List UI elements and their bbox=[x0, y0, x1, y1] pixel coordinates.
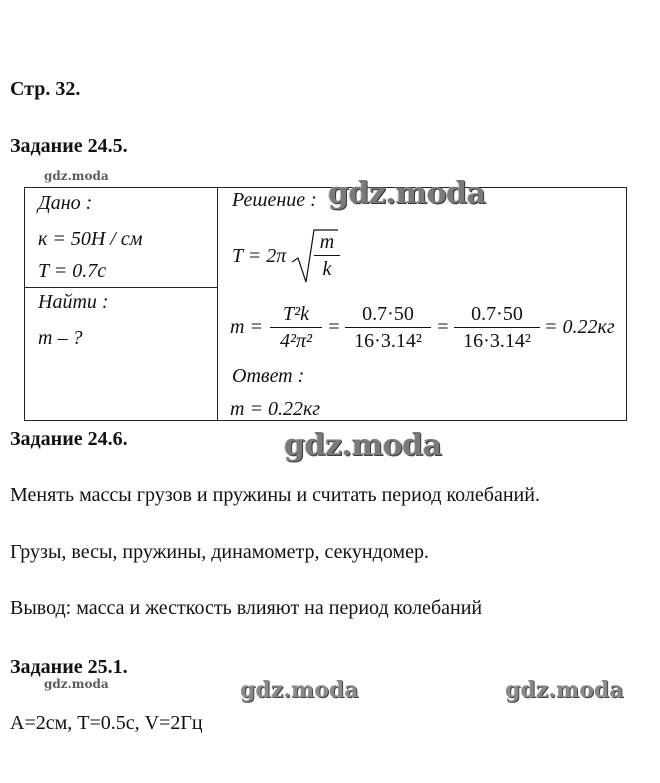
find-label: Найти : bbox=[38, 291, 109, 313]
task-24-6-line-1: Менять массы грузов и пружины и считать период колебаний. bbox=[10, 484, 540, 506]
table-divider-horizontal bbox=[24, 287, 218, 288]
given-k: к = 50Н / см bbox=[38, 228, 143, 250]
watermark-small: gdz.moda bbox=[44, 677, 109, 691]
fraction-1-denominator: 4²π² bbox=[279, 330, 312, 352]
given-label: Дано : bbox=[38, 192, 93, 214]
table-divider-vertical bbox=[217, 187, 218, 421]
fraction-2-denominator: 16·3.14² bbox=[354, 330, 422, 352]
equals-2: = bbox=[436, 316, 450, 338]
sqrt-numerator: m bbox=[319, 231, 335, 253]
sqrt-denominator: k bbox=[322, 258, 332, 280]
m-equals: m = bbox=[230, 316, 263, 338]
fraction-3 bbox=[454, 302, 540, 353]
fraction-2-numerator: 0.7·50 bbox=[362, 303, 414, 325]
given-T: T = 0.7с bbox=[38, 260, 107, 282]
fraction-2 bbox=[345, 302, 431, 353]
fraction-3-denominator: 16·3.14² bbox=[463, 330, 531, 352]
fraction-1 bbox=[270, 302, 322, 353]
task-24-6-line-3: Вывод: масса и жесткость влияют на период колебаний bbox=[10, 597, 483, 619]
answer-value: m = 0.22кг bbox=[230, 398, 321, 420]
watermark-small: gdz.moda bbox=[44, 169, 109, 183]
formula-period-left: T = 2π bbox=[232, 245, 287, 267]
page-label: Стр. 32. bbox=[10, 78, 81, 100]
find-m: m – ? bbox=[38, 327, 83, 349]
fraction-1-numerator: T²k bbox=[283, 303, 309, 325]
watermark-large: gdz.moda bbox=[328, 176, 486, 211]
fraction-3-numerator: 0.7·50 bbox=[471, 303, 523, 325]
watermark-medium: gdz.moda bbox=[505, 677, 624, 703]
task-24-6-heading: Задание 24.6. bbox=[10, 428, 128, 450]
task-24-6-line-2: Грузы, весы, пружины, динамометр, секундомер. bbox=[10, 541, 429, 563]
watermark-large: gdz.moda bbox=[284, 428, 442, 463]
task-25-1-heading: Задание 25.1. bbox=[10, 656, 128, 678]
task-24-5-heading: Задание 24.5. bbox=[10, 135, 128, 157]
answer-label: Ответ : bbox=[232, 365, 305, 387]
watermark-medium: gdz.moda bbox=[240, 677, 359, 703]
result: = 0.22кг bbox=[544, 316, 615, 338]
solution-label: Решение : bbox=[232, 189, 317, 211]
sqrt-fraction bbox=[314, 230, 340, 281]
task-25-1-line-1: A=2см, T=0.5с, V=2Гц bbox=[10, 712, 203, 734]
equals-1: = bbox=[327, 316, 341, 338]
